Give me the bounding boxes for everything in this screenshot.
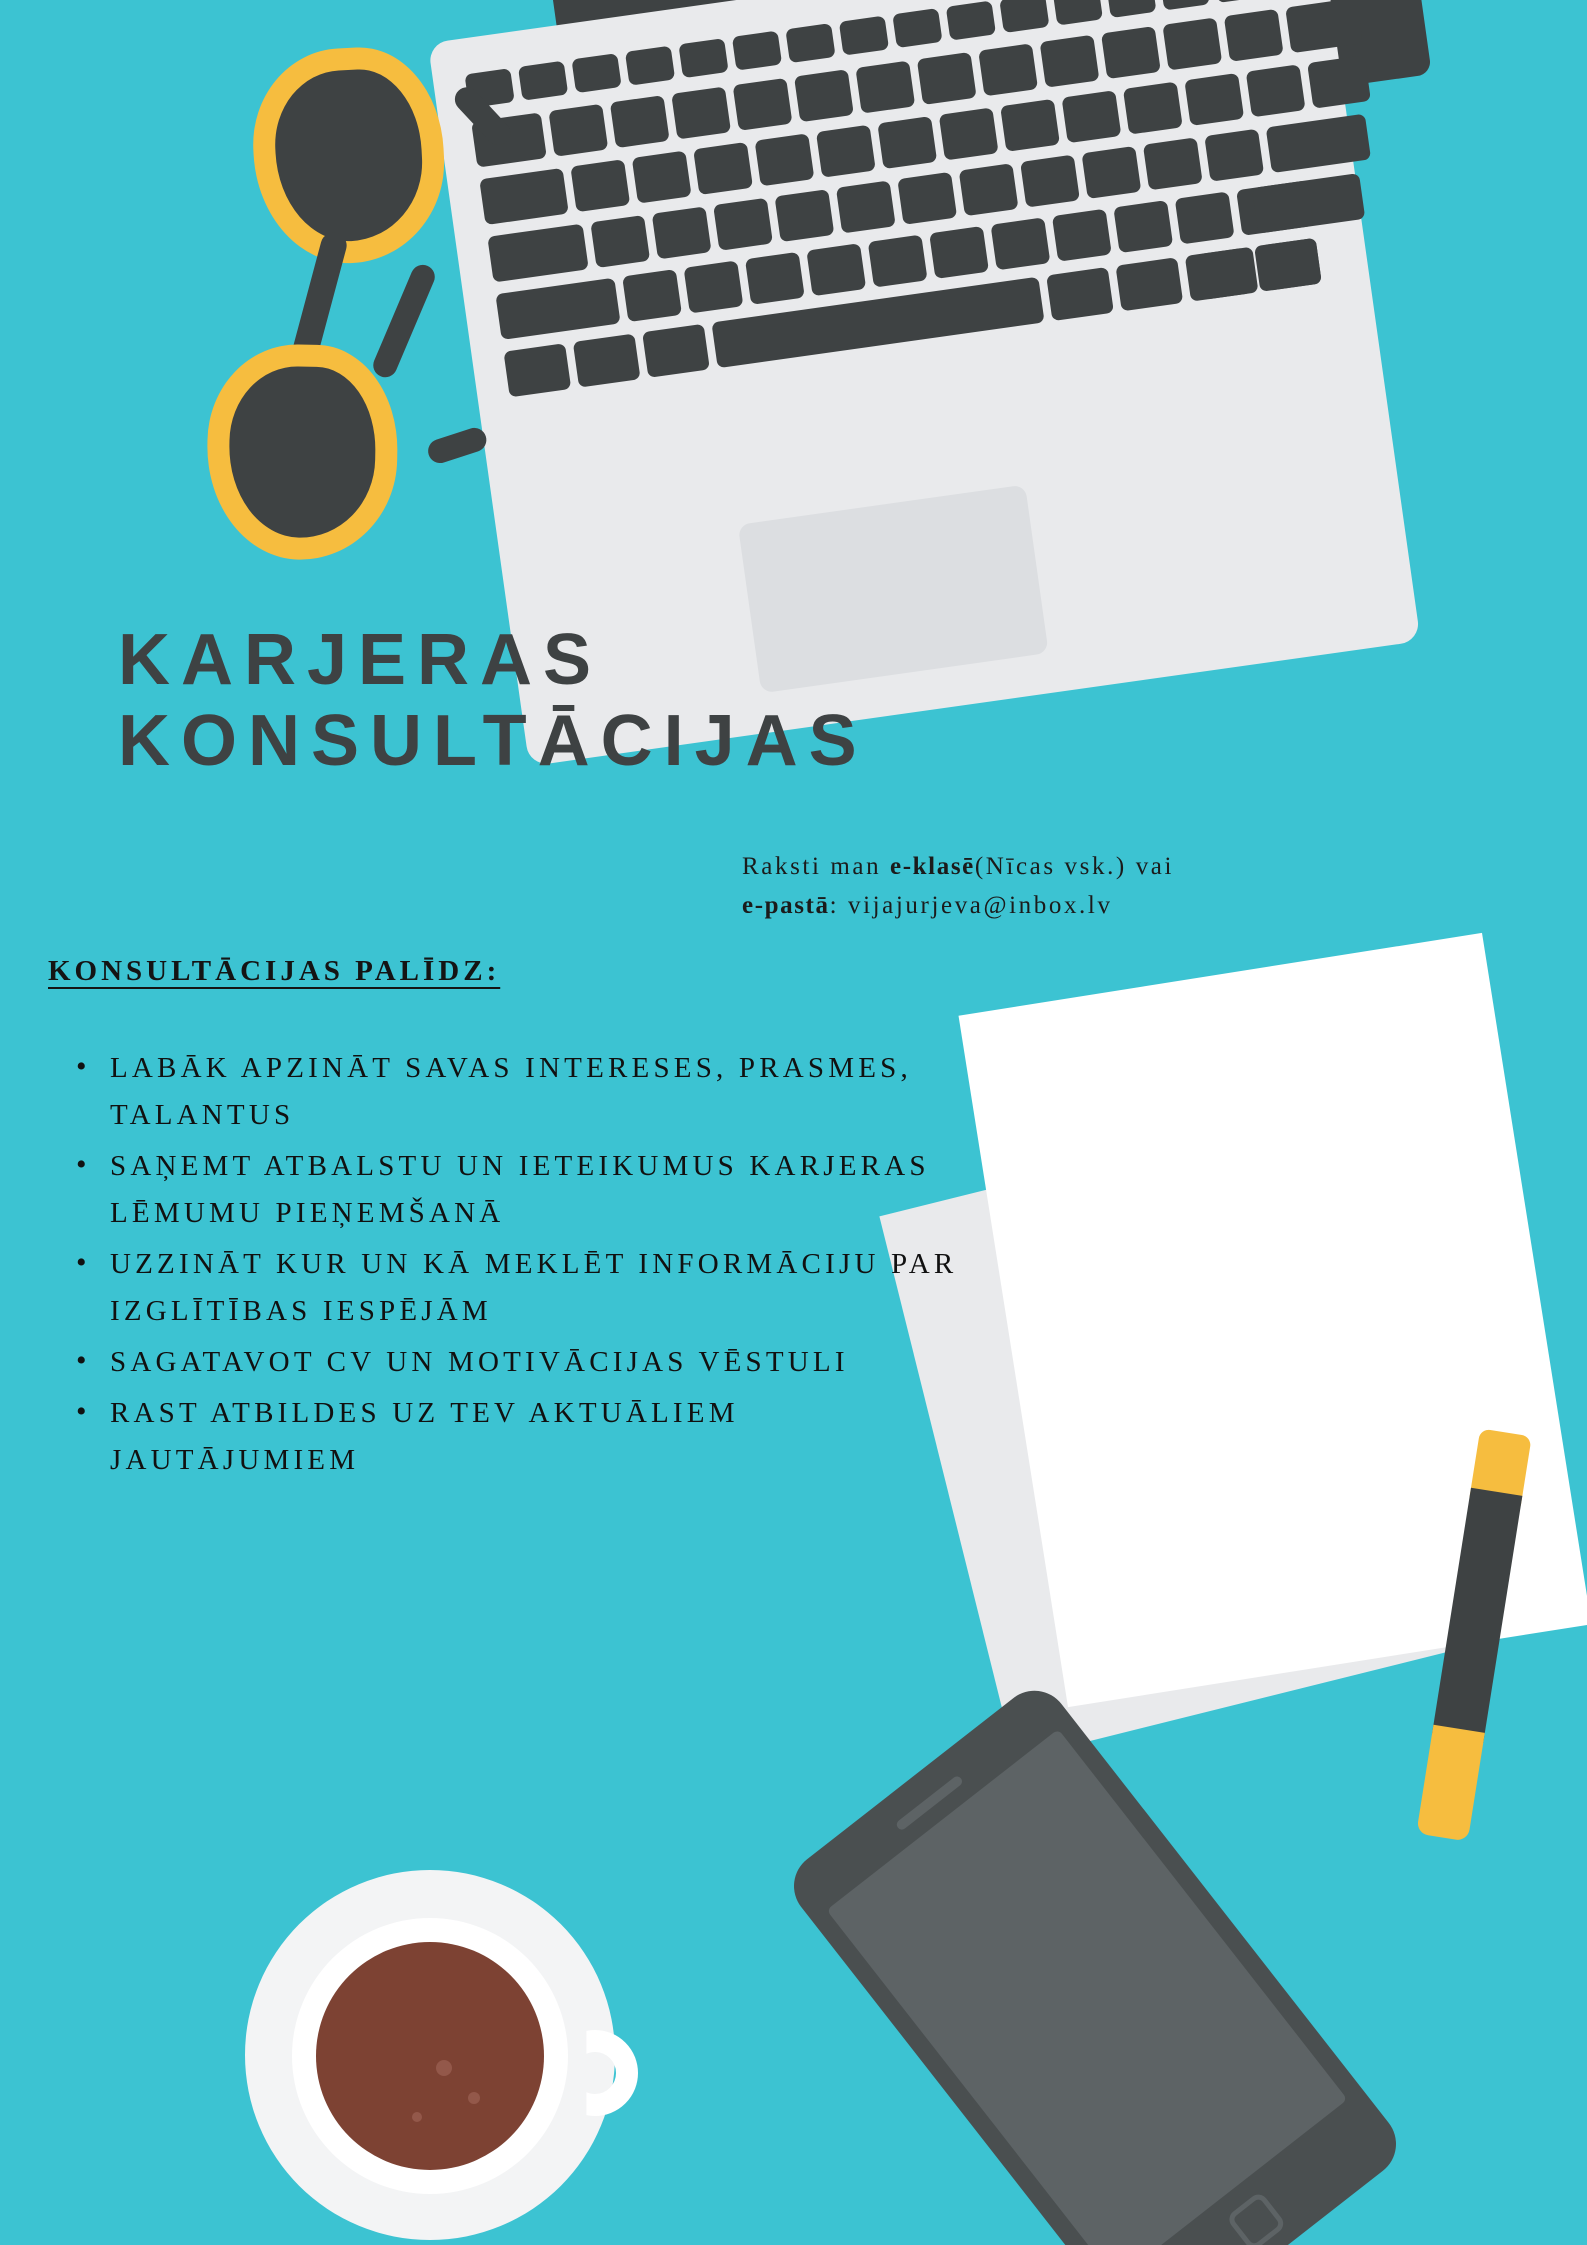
phone-screen (826, 1729, 1347, 2245)
keyboard-key (590, 215, 650, 268)
keyboard-key (917, 52, 977, 105)
keyboard-key (548, 104, 608, 157)
keyboard-key (959, 163, 1019, 216)
keyboard-key (1204, 129, 1264, 182)
sunglasses-temple-top (450, 82, 515, 150)
page-title-line-2: KONSULTĀCIJAS (118, 700, 868, 781)
contact-block (742, 848, 1462, 926)
pen-end (1416, 1725, 1485, 1842)
keyboard-key (1260, 238, 1322, 291)
keyboard-key (785, 23, 835, 63)
contact-eklase-label: e-klasē (890, 853, 975, 880)
keyboard-key (518, 61, 568, 101)
keyboard-key (806, 243, 866, 296)
keyboard-key (892, 8, 942, 48)
keyboard-key (1252, 180, 1314, 233)
keyboard-key (999, 0, 1049, 33)
keyboard-key (897, 172, 957, 225)
keyboard-key (622, 269, 682, 322)
keyboard-key (487, 224, 588, 283)
sunglasses-lens-bottom (205, 343, 399, 561)
keyboard-key (929, 226, 989, 279)
laptop-keyboard (464, 0, 1358, 530)
keyboard-key (836, 180, 896, 233)
keyboard-key (1175, 191, 1235, 244)
contact-line-1-prefix: Raksti man (742, 853, 891, 880)
contact-email-label: e-pastā (742, 891, 830, 919)
keyboard-key (1101, 26, 1161, 79)
keyboard-key (684, 260, 744, 313)
contact-line-1-suffix: (Nīcas vsk.) vai (974, 853, 1175, 880)
keyboard-key (693, 142, 753, 195)
keyboard-key (939, 107, 999, 160)
list-item: • RAST ATBILDES UZ TEV AKTUĀLIEM JAUTĀJUMIEM (110, 1390, 970, 1484)
keyboard-key (855, 61, 915, 114)
keyboard-key (625, 46, 675, 86)
keyboard-key (1046, 267, 1114, 321)
phone-home-button (1225, 2191, 1287, 2245)
keyboard-key (839, 16, 889, 56)
keyboard-key (1113, 200, 1173, 253)
keyboard-key (1160, 0, 1210, 11)
coffee-bubble (468, 2092, 480, 2104)
keyboard-key (571, 53, 621, 93)
sunglasses-illustration (192, 16, 518, 604)
contact-line-2 (742, 887, 1462, 926)
keyboard-key (570, 159, 630, 212)
keyboard-key (991, 217, 1051, 270)
keyboard-key (1052, 209, 1112, 262)
section-subtitle: KONSULTĀCIJAS PALĪDZ: (48, 955, 501, 987)
keyboard-key (1053, 0, 1103, 26)
keyboard-key (1106, 0, 1156, 18)
keyboard-key (1000, 99, 1060, 152)
list-item: • SAŅEMT ATBALSTU UN IETEIKUMUS KARJERAS LĒMUMU PIEŅEMŠANĀ (110, 1143, 970, 1237)
keyboard-key (755, 133, 815, 186)
keyboard-key (732, 31, 782, 71)
keyboard-key (794, 69, 854, 122)
sunglasses-temple-bottom (425, 425, 489, 466)
keyboard-key (1143, 137, 1203, 190)
coffee-liquid (316, 1942, 544, 2170)
page-title (118, 620, 1018, 781)
keyboard-key (1123, 82, 1183, 135)
keyboard-key (1062, 90, 1122, 143)
contact-email-value: : vijajurjeva@inbox.lv (829, 891, 1113, 919)
keyboard-key (1040, 35, 1100, 88)
keyboard-key (678, 38, 728, 78)
list-item: • SAGATAVOT CV UN MOTIVĀCIJAS VĒSTULI (110, 1339, 970, 1386)
keyboard-key (1246, 64, 1306, 117)
keyboard-key (946, 1, 996, 41)
sunglasses-temple-middle (370, 261, 439, 381)
keyboard-key (671, 86, 731, 139)
keyboard-key (1162, 17, 1222, 70)
keyboard-key (1197, 247, 1259, 300)
keyboard-key (1115, 257, 1183, 311)
keyboard-key (652, 206, 712, 259)
keyboard-key (642, 324, 710, 378)
keyboard-key (1184, 73, 1244, 126)
keyboard-key (1020, 155, 1080, 208)
keyboard-key (745, 252, 805, 305)
contact-line-1 (742, 848, 1462, 887)
keyboard-key (816, 125, 876, 178)
keyboard-key (1224, 9, 1284, 62)
benefits-list (60, 1045, 970, 1488)
sunglasses-lens-top (248, 43, 449, 268)
keyboard-key (868, 235, 928, 288)
keyboard-key (495, 278, 620, 340)
keyboard-key (713, 198, 773, 251)
keyboard-key (978, 43, 1038, 96)
keyboard-key (774, 189, 834, 242)
keyboard-key (503, 343, 571, 397)
coffee-bubble (412, 2112, 422, 2122)
keyboard-key (610, 95, 670, 148)
keyboard-key (877, 116, 937, 169)
list-item: • LABĀK APZINĀT SAVAS INTERESES, PRASMES, TALANTUS (110, 1045, 970, 1139)
keyboard-key (1081, 146, 1141, 199)
list-item: • UZZINĀT KUR UN KĀ MEKLĒT INFORMĀCIJU PAR IZGLĪTĪBAS IESPĒJĀM (110, 1241, 970, 1335)
keyboard-key (733, 78, 793, 131)
keyboard-key (632, 151, 692, 204)
smartphone-illustration (780, 1677, 1409, 2245)
keyboard-key (573, 333, 641, 387)
coffee-bubble (436, 2060, 452, 2076)
keyboard-key (1307, 55, 1371, 109)
keyboard-key (1266, 114, 1371, 173)
keyboard-key (1213, 0, 1263, 3)
page-title-line-1: KARJERAS (118, 620, 603, 700)
